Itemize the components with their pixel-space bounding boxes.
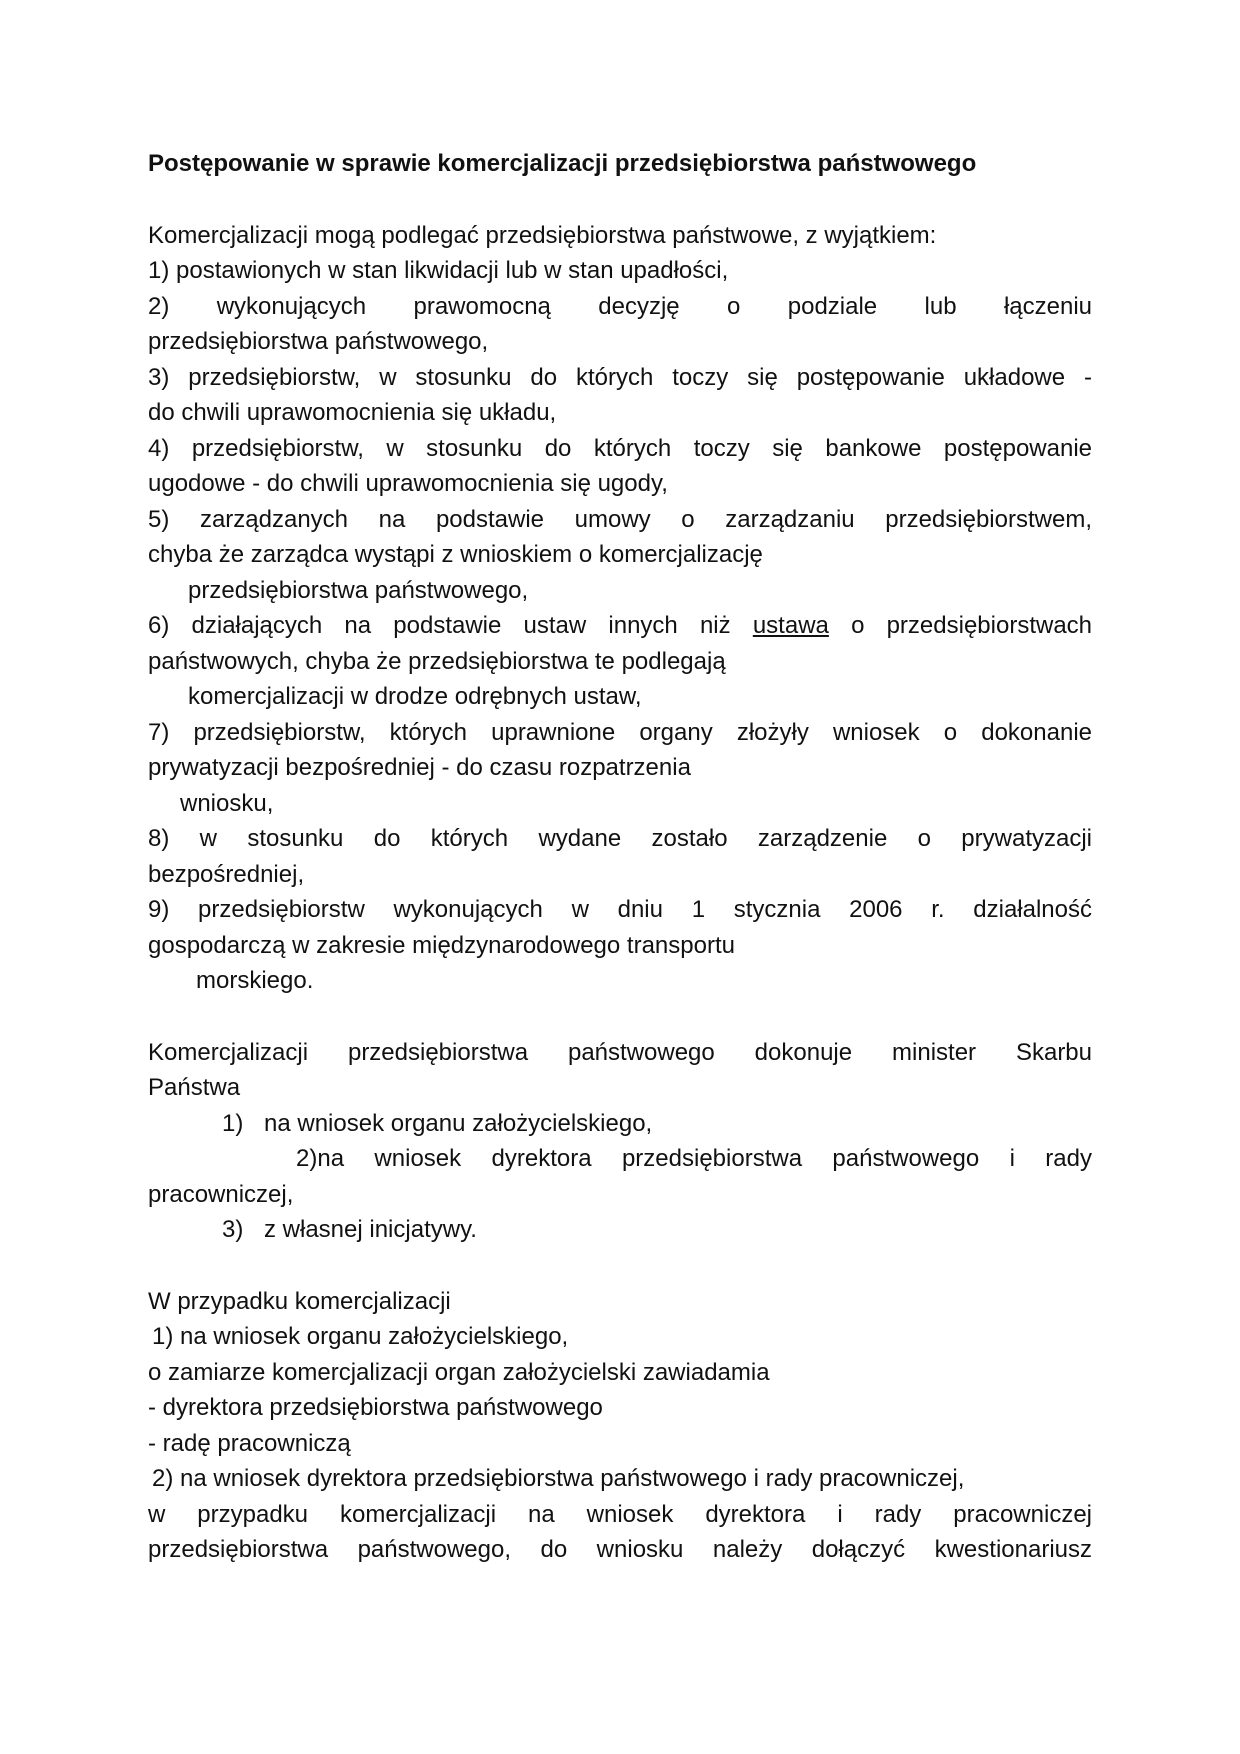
list-item-continuation: wniosku, bbox=[180, 789, 274, 817]
list-item: 9) przedsiębiorstw wykonujących w dniu 1 stycznia 2006 r. działalność bbox=[148, 896, 1092, 923]
list-item-continuation: do chwili uprawomocnienia się układu, bbox=[148, 399, 557, 426]
list-item-continuation: chyba że zarządca wystąpi z wnioskiem o komercjalizację bbox=[148, 541, 763, 568]
section-intro-continuation: Państwa bbox=[148, 1074, 241, 1101]
list-item: 3) przedsiębiorstw, w stosunku do których toczy się postępowanie układowe - bbox=[148, 363, 1092, 391]
dash-item: - radę pracowniczą bbox=[148, 1429, 351, 1457]
list-item: 3) z własnej inicjatywy. bbox=[222, 1216, 477, 1243]
document-title: Postępowanie w sprawie komercjalizacji przedsiębiorstwa państwowego bbox=[148, 150, 977, 177]
section-exceptions bbox=[148, 218, 1092, 999]
list-item: 6) działających na podstawie ustaw innych niż ustawa o przedsiębiorstwach bbox=[148, 612, 1093, 639]
paragraph-line: w przypadku komercjalizacji na wniosek dyrektora i rady pracowniczej bbox=[148, 1500, 1092, 1528]
list-item: 2)na wniosek dyrektora przedsiębiorstwa państwowego i rady bbox=[296, 1145, 1092, 1172]
paragraph-line: o zamiarze komercjalizacji organ założycielski zawiadamia bbox=[148, 1358, 770, 1386]
list-item: 2) na wniosek dyrektora przedsiębiorstwa państwowego i rady pracowniczej, bbox=[152, 1465, 965, 1492]
list-item-continuation: przedsiębiorstwa państwowego, bbox=[148, 328, 489, 355]
list-item-continuation: pracowniczej, bbox=[148, 1180, 294, 1208]
list-item-continuation: morskiego. bbox=[196, 967, 314, 994]
document-body bbox=[148, 146, 1092, 1568]
list-item: 1) na wniosek organu założycielskiego, bbox=[152, 1323, 569, 1350]
list-item: 7) przedsiębiorstw, których uprawnione organy złożyły wniosek o dokonanie bbox=[148, 718, 1092, 746]
list-item-continuation: ugodowe - do chwili uprawomocnienia się ugody, bbox=[148, 470, 668, 497]
paragraph-line: przedsiębiorstwa państwowego, do wniosku należy dołączyć kwestionariusz bbox=[148, 1536, 1092, 1563]
list-item: 1) na wniosek organu założycielskiego, bbox=[222, 1109, 653, 1137]
list-item-continuation: komercjalizacji w drodze odrębnych ustaw, bbox=[188, 683, 642, 710]
section-intro: Komercjalizacji mogą podlegać przedsiębiorstwa państwowe, z wyjątkiem: bbox=[148, 221, 937, 249]
list-item: 4) przedsiębiorstw, w stosunku do których toczy się bankowe postępowanie bbox=[148, 434, 1092, 462]
list-item-continuation: prywatyzacji bezpośredniej - do czasu rozpatrzenia bbox=[148, 754, 691, 781]
section-intro: W przypadku komercjalizacji bbox=[148, 1287, 451, 1315]
statute-link[interactable]: ustawa bbox=[752, 612, 829, 639]
dash-item: - dyrektora przedsiębiorstwa państwowego bbox=[148, 1394, 603, 1421]
list-item-continuation: bezpośredniej, bbox=[148, 860, 305, 888]
list-item: 1) postawionych w stan likwidacji lub w stan upadłości, bbox=[148, 257, 729, 284]
list-item: 5) zarządzanych na podstawie umowy o zarządzaniu przedsiębiorstwem, bbox=[148, 505, 1092, 533]
list-item: 2) wykonujących prawomocną decyzję o podziale lub łączeniu bbox=[148, 292, 1092, 320]
section-minister bbox=[148, 1035, 1092, 1248]
list-item-continuation: przedsiębiorstwa państwowego, bbox=[188, 576, 529, 604]
section-procedure bbox=[148, 1284, 1092, 1568]
list-item-continuation: państwowych, chyba że przedsiębiorstwa te podlegają bbox=[148, 647, 726, 675]
list-item: 8) w stosunku do których wydane zostało zarządzenie o prywatyzacji bbox=[148, 825, 1092, 852]
list-item-continuation: gospodarczą w zakresie międzynarodowego transportu bbox=[148, 931, 735, 959]
section-intro: Komercjalizacji przedsiębiorstwa państwowego dokonuje minister Skarbu bbox=[148, 1038, 1092, 1066]
